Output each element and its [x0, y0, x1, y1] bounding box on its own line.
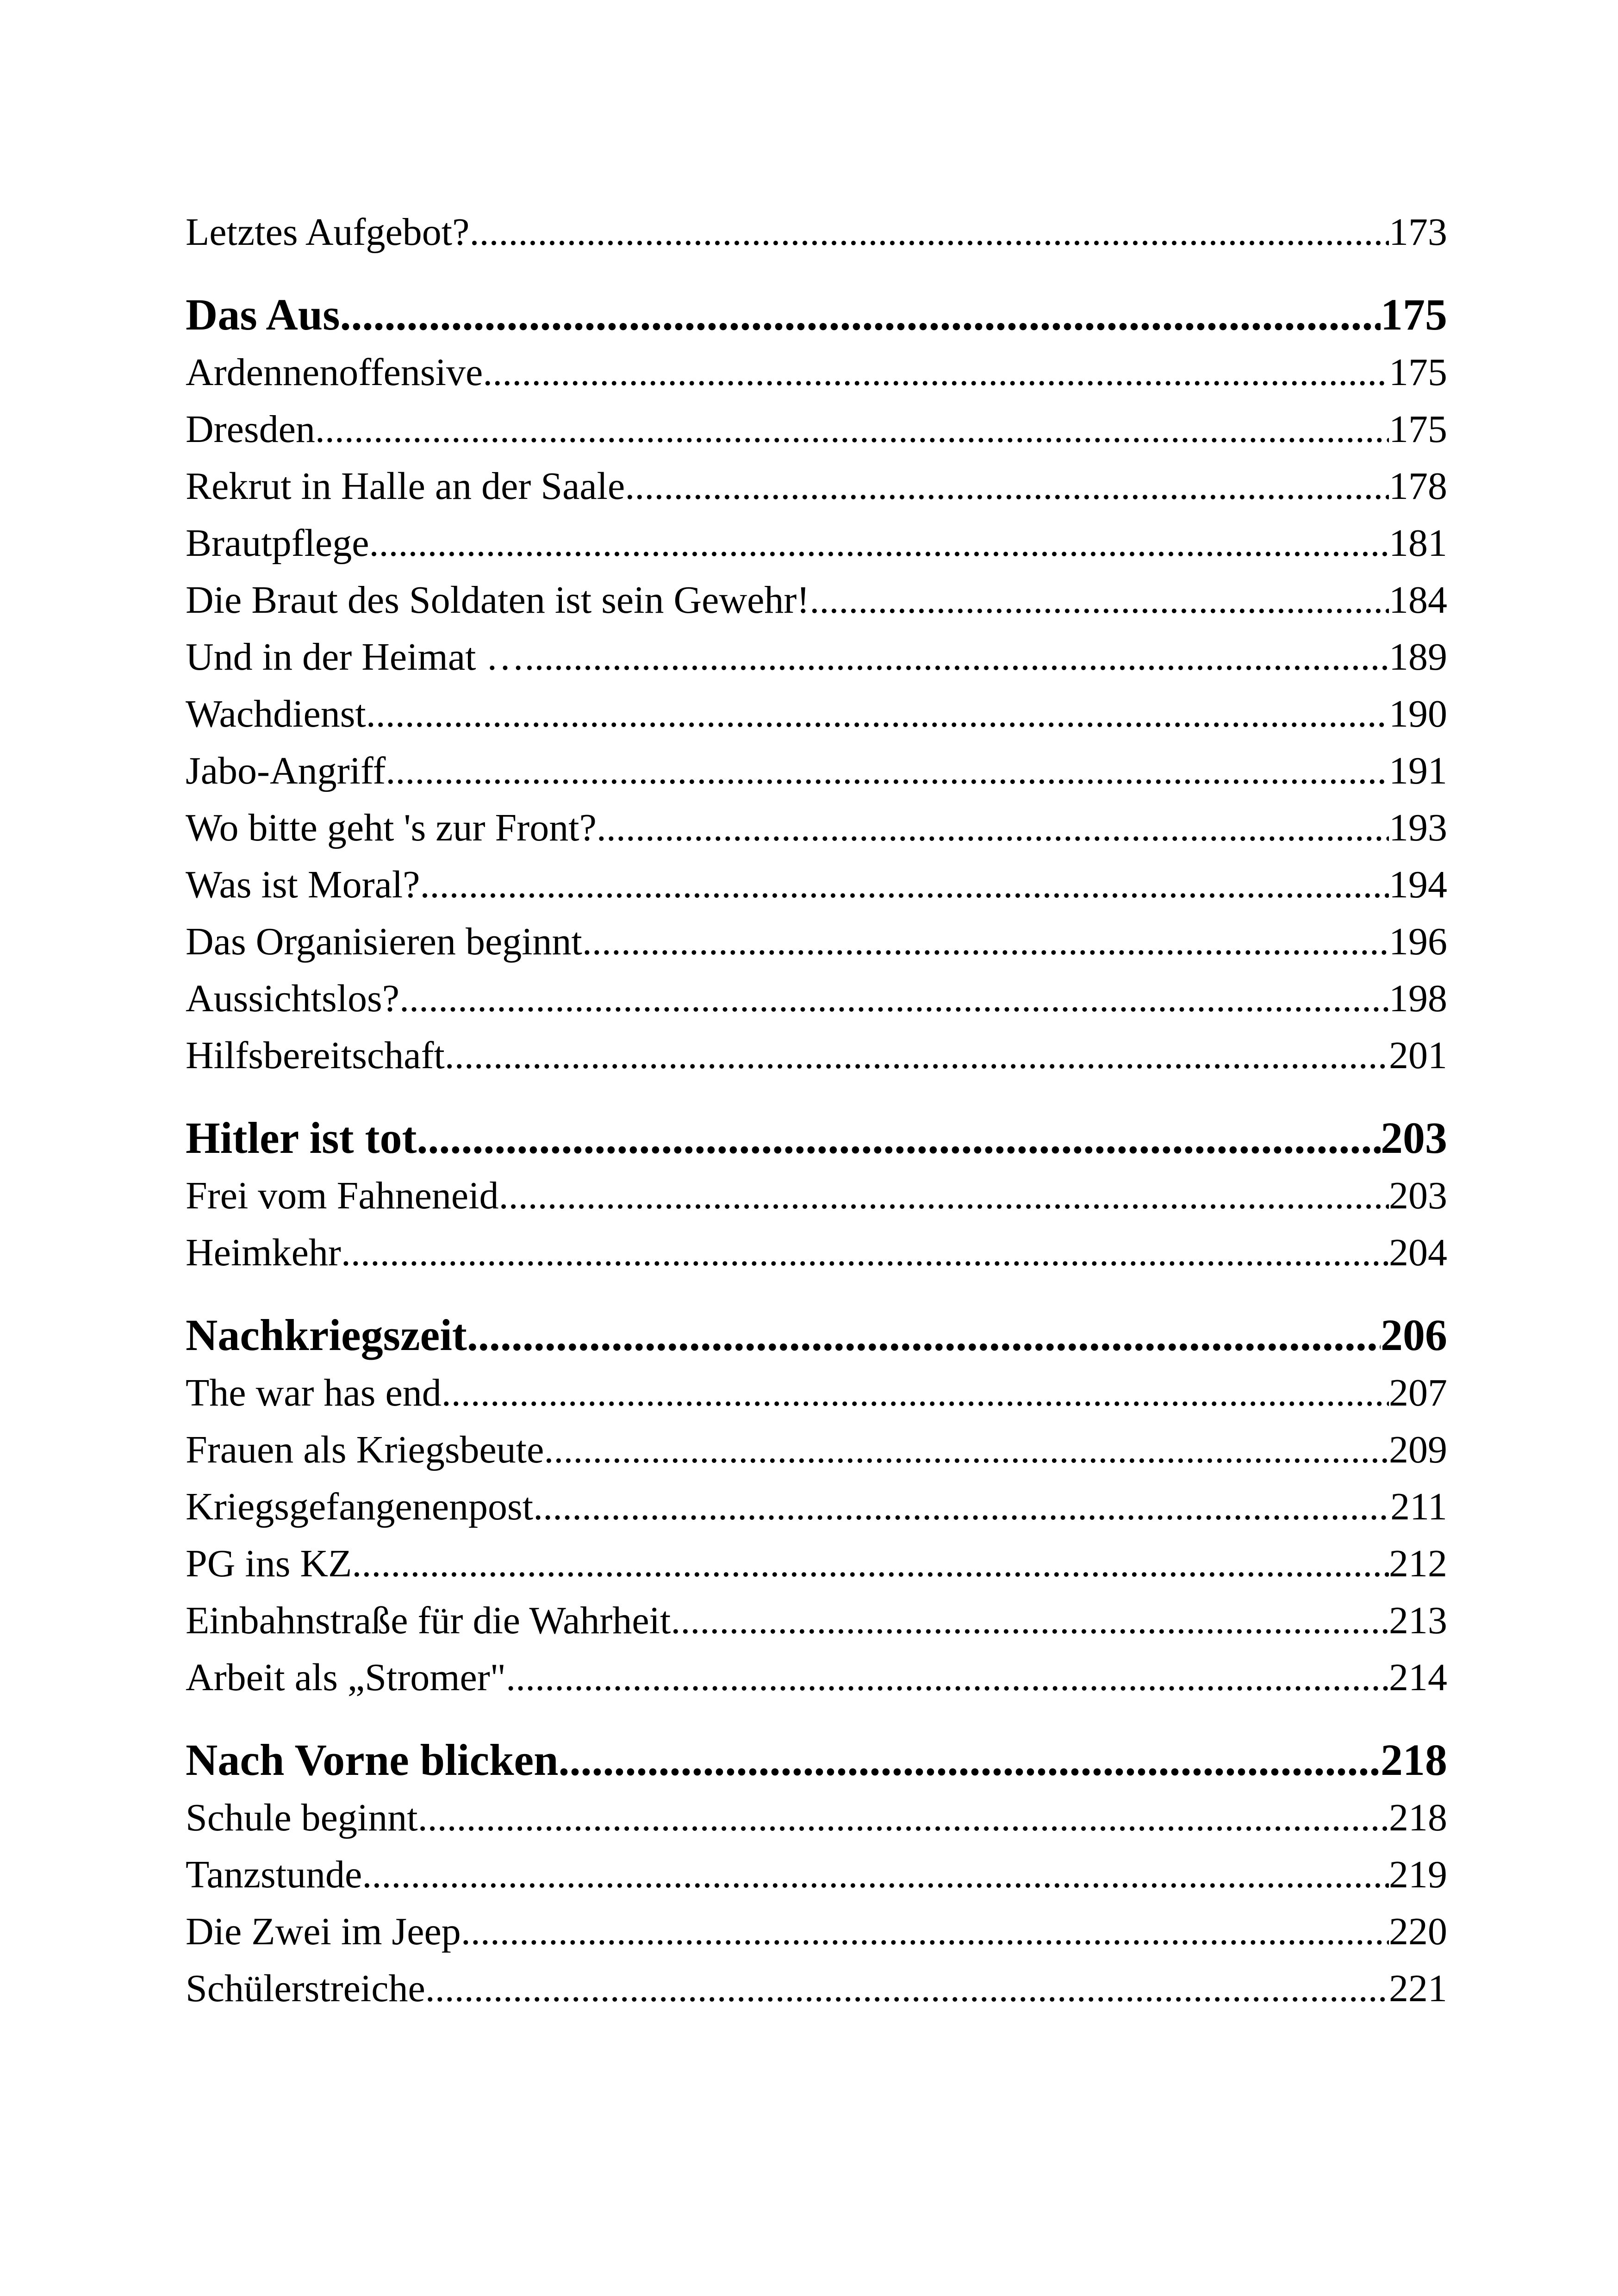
toc-entry [186, 799, 1447, 856]
dot-leader [483, 344, 1389, 401]
toc-entry-page: 198 [1389, 977, 1447, 1020]
toc-entry-title: Hilfsbereitschaft [186, 1034, 445, 1077]
toc-chapter-page: 175 [1381, 290, 1447, 339]
dot-leader [352, 1535, 1389, 1592]
toc-entry [186, 970, 1447, 1027]
toc-entry [186, 856, 1447, 913]
toc-entry-title: PG ins KZ [186, 1542, 352, 1585]
dot-leader [366, 685, 1389, 742]
toc-entry [186, 628, 1447, 685]
dot-leader [340, 286, 1381, 344]
toc-entry-title: Frei vom Fahneneid [186, 1174, 499, 1217]
toc-entry [186, 1027, 1447, 1084]
toc-entry [186, 515, 1447, 572]
toc-entry-page: 201 [1389, 1034, 1447, 1077]
toc-entry-title: Frauen als Kriegsbeute [186, 1428, 544, 1471]
dot-leader [461, 1903, 1389, 1960]
toc-entry-page: 173 [1389, 211, 1447, 254]
toc-chapter-entry [186, 1731, 1447, 1789]
toc-entry-title: Und in der Heimat … [186, 635, 525, 678]
toc-entry [186, 742, 1447, 799]
toc-chapter-title: Hitler ist tot [186, 1113, 417, 1163]
toc-entry-title: Heimkehr [186, 1231, 341, 1274]
dot-leader [420, 856, 1389, 913]
dot-leader [386, 742, 1389, 799]
toc-entry-page: 207 [1389, 1371, 1447, 1414]
toc-entry-title: Schule beginnt [186, 1796, 418, 1839]
dot-leader [369, 515, 1389, 572]
toc-entry-title: Wachdienst [186, 692, 366, 735]
dot-leader [418, 1789, 1389, 1846]
toc-entry-page: 189 [1389, 635, 1447, 678]
toc-entry-page: 193 [1389, 806, 1447, 849]
toc-entry-page: 175 [1389, 408, 1447, 451]
toc-entry-page: 191 [1389, 749, 1447, 792]
dot-leader [417, 1109, 1381, 1167]
dot-leader [467, 1306, 1381, 1364]
dot-leader [362, 1846, 1389, 1903]
toc-entry-title: Brautpflege [186, 522, 369, 565]
toc-entry-page: 219 [1389, 1853, 1447, 1896]
dot-leader [544, 1421, 1389, 1478]
toc-entry [186, 1960, 1447, 2017]
toc-entry-page: 204 [1389, 1231, 1447, 1274]
dot-leader [442, 1364, 1389, 1421]
dot-leader [809, 572, 1389, 628]
toc-entry-title: Was ist Moral? [186, 863, 420, 906]
toc-entry-page: 220 [1389, 1910, 1447, 1953]
toc-entry-page: 194 [1389, 863, 1447, 906]
toc-entry-page: 178 [1389, 465, 1447, 508]
dot-leader [506, 1649, 1389, 1706]
toc-entry-page: 214 [1389, 1656, 1447, 1699]
toc-entry-page: 181 [1389, 522, 1447, 565]
toc-chapter-title: Das Aus [186, 290, 340, 339]
toc-entry [186, 1421, 1447, 1478]
toc-entry-page: 196 [1389, 920, 1447, 963]
toc-entry-page: 213 [1389, 1599, 1447, 1642]
dot-leader [671, 1592, 1389, 1649]
toc-entry-page: 203 [1389, 1174, 1447, 1217]
dot-leader [597, 799, 1389, 856]
toc-entry-page: 209 [1389, 1428, 1447, 1471]
toc-entry-title: Letztes Aufgebot? [186, 211, 470, 254]
toc-entry [186, 1649, 1447, 1706]
dot-leader [533, 1478, 1390, 1535]
dot-leader [582, 913, 1389, 970]
toc-entry-title: Wo bitte geht 's zur Front? [186, 806, 597, 849]
toc-entry [186, 913, 1447, 970]
toc-chapter-page: 218 [1381, 1735, 1447, 1785]
toc-entry-page: 212 [1389, 1542, 1447, 1585]
toc-entry [186, 458, 1447, 515]
dot-leader [625, 458, 1389, 515]
toc-entry [186, 344, 1447, 401]
toc-entry [186, 1535, 1447, 1592]
toc-entry [186, 1903, 1447, 1960]
toc-entry [186, 685, 1447, 742]
dot-leader [445, 1027, 1389, 1084]
toc-chapter-page: 206 [1381, 1310, 1447, 1360]
toc-entry-page: 175 [1389, 351, 1447, 394]
toc-chapter-title: Nach Vorne blicken [186, 1735, 559, 1785]
dot-leader [525, 628, 1389, 685]
toc-entry-title: The war has end [186, 1371, 442, 1414]
toc-entry-title: Ardennenoffensive [186, 351, 483, 394]
toc-entry [186, 1224, 1447, 1281]
toc-entry-page: 221 [1389, 1967, 1447, 2010]
toc-entry-title: Das Organisieren beginnt [186, 920, 582, 963]
dot-leader [315, 401, 1389, 458]
toc-entry [186, 1592, 1447, 1649]
table-of-contents [186, 204, 1447, 2017]
toc-entry-title: Schülerstreiche [186, 1967, 425, 2010]
toc-entry-title: Einbahnstraße für die Wahrheit [186, 1599, 671, 1642]
toc-entry-title: Die Braut des Soldaten ist sein Gewehr! [186, 579, 810, 622]
toc-entry [186, 572, 1447, 628]
toc-chapter-entry [186, 1109, 1447, 1167]
toc-entry-page: 184 [1389, 579, 1447, 622]
toc-entry [186, 204, 1447, 261]
dot-leader [341, 1224, 1389, 1281]
dot-leader [499, 1167, 1389, 1224]
dot-leader [558, 1731, 1381, 1789]
toc-chapter-entry [186, 1306, 1447, 1364]
toc-entry-page: 211 [1390, 1485, 1447, 1528]
dot-leader [425, 1960, 1389, 2017]
toc-entry [186, 1846, 1447, 1903]
toc-entry [186, 1478, 1447, 1535]
toc-entry-title: Tanzstunde [186, 1853, 362, 1896]
toc-entry-title: Dresden [186, 408, 315, 451]
toc-entry-title: Aussichtslos? [186, 977, 399, 1020]
dot-leader [399, 970, 1389, 1027]
toc-entry [186, 1364, 1447, 1421]
toc-chapter-title: Nachkriegszeit [186, 1310, 467, 1360]
toc-entry-title: Jabo-Angriff [186, 749, 386, 792]
toc-entry [186, 1789, 1447, 1846]
dot-leader [469, 204, 1389, 261]
toc-chapter-page: 203 [1381, 1113, 1447, 1163]
toc-chapter-entry [186, 286, 1447, 344]
toc-entry [186, 401, 1447, 458]
toc-entry-title: Arbeit als „Stromer" [186, 1656, 506, 1699]
toc-entry-title: Rekrut in Halle an der Saale [186, 465, 625, 508]
toc-entry-title: Die Zwei im Jeep [186, 1910, 461, 1953]
toc-entry-page: 218 [1389, 1796, 1447, 1839]
toc-entry-page: 190 [1389, 692, 1447, 735]
toc-entry [186, 1167, 1447, 1224]
toc-entry-title: Kriegsgefangenenpost [186, 1485, 534, 1528]
